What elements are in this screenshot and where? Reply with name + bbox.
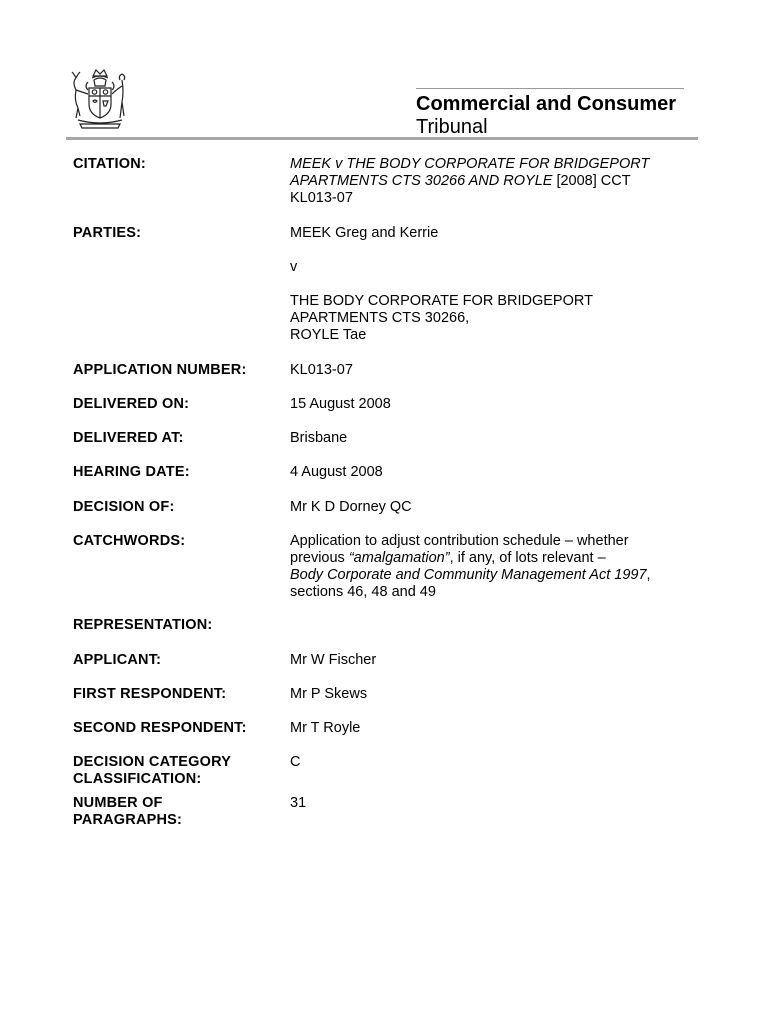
first-respondent-value: Mr P Skews bbox=[290, 686, 368, 702]
catchwords-line1: Application to adjust contribution schedule – whether bbox=[290, 533, 629, 549]
delivered-on-label: DELIVERED ON: bbox=[73, 396, 190, 412]
catchwords-label: CATCHWORDS: bbox=[73, 533, 186, 549]
delivered-at-label: DELIVERED AT: bbox=[73, 430, 184, 446]
catchwords-line3-italic: Body Corporate and Community Management Act 1997 bbox=[290, 567, 647, 583]
parties-applicant: MEEK Greg and Kerrie bbox=[290, 225, 439, 241]
number-of-paragraphs-label-line2: PARAGRAPHS: bbox=[73, 812, 183, 828]
applicant-label: APPLICANT: bbox=[73, 652, 162, 668]
parties-value bbox=[290, 225, 690, 344]
citation-value bbox=[290, 156, 690, 207]
catchwords-line4: sections 46, 48 and 49 bbox=[290, 584, 436, 600]
citation-line2 bbox=[290, 173, 690, 190]
delivered-at-value: Brisbane bbox=[290, 430, 348, 446]
org-name-line2: Tribunal bbox=[416, 116, 488, 138]
citation-line2-italic: APARTMENTS CTS 30266 AND ROYLE bbox=[290, 173, 553, 189]
org-name-line1: Commercial and Consumer bbox=[416, 93, 677, 115]
catchwords-line3 bbox=[290, 567, 690, 584]
citation-line1: MEEK v THE BODY CORPORATE FOR BRIDGEPORT bbox=[290, 156, 650, 172]
representation-label: REPRESENTATION: bbox=[73, 617, 213, 633]
citation-label: CITATION: bbox=[73, 156, 146, 172]
catchwords-line2-a: previous bbox=[290, 550, 349, 566]
catchwords-line2-italic: “amalgamation” bbox=[348, 550, 450, 566]
parties-versus: v bbox=[290, 259, 298, 275]
tribunal-header bbox=[416, 88, 684, 138]
decision-category-value: C bbox=[290, 754, 301, 770]
decision-of-label: DECISION OF: bbox=[73, 499, 175, 515]
parties-label: PARTIES: bbox=[73, 225, 142, 241]
queensland-coat-of-arms-icon bbox=[66, 66, 134, 134]
citation-line3: KL013-07 bbox=[290, 190, 353, 206]
delivered-on-value: 15 August 2008 bbox=[290, 396, 391, 412]
application-number-value: KL013-07 bbox=[290, 362, 353, 378]
catchwords-line3-rest: , bbox=[646, 567, 651, 583]
second-respondent-label: SECOND RESPONDENT: bbox=[73, 720, 247, 736]
citation-line2-rest: [2008] CCT bbox=[552, 173, 631, 189]
number-of-paragraphs-value: 31 bbox=[290, 795, 307, 811]
parties-respondent-line2: APARTMENTS CTS 30266, bbox=[290, 310, 470, 326]
parties-respondent-line3: ROYLE Tae bbox=[290, 327, 367, 343]
application-number-label: APPLICATION NUMBER: bbox=[73, 362, 247, 378]
number-of-paragraphs-label-line1: NUMBER OF bbox=[73, 795, 163, 811]
catchwords-value bbox=[290, 533, 690, 601]
catchwords-line2-b: , if any, of lots relevant – bbox=[449, 550, 606, 566]
hearing-date-label: HEARING DATE: bbox=[73, 464, 190, 480]
parties-respondent-line1: THE BODY CORPORATE FOR BRIDGEPORT bbox=[290, 293, 593, 309]
second-respondent-value: Mr T Royle bbox=[290, 720, 361, 736]
decision-of-value: Mr K D Dorney QC bbox=[290, 499, 412, 515]
decision-category-label-line2: CLASSIFICATION: bbox=[73, 771, 202, 787]
header-rule-bottom bbox=[66, 137, 698, 140]
decision-category-label-line1: DECISION CATEGORY bbox=[73, 754, 232, 770]
hearing-date-value: 4 August 2008 bbox=[290, 464, 383, 480]
applicant-value: Mr W Fischer bbox=[290, 652, 377, 668]
first-respondent-label: FIRST RESPONDENT: bbox=[73, 686, 227, 702]
number-of-paragraphs-label bbox=[73, 795, 278, 829]
header-rule-top bbox=[416, 88, 684, 89]
catchwords-line2 bbox=[290, 550, 690, 567]
decision-category-label bbox=[73, 754, 278, 788]
